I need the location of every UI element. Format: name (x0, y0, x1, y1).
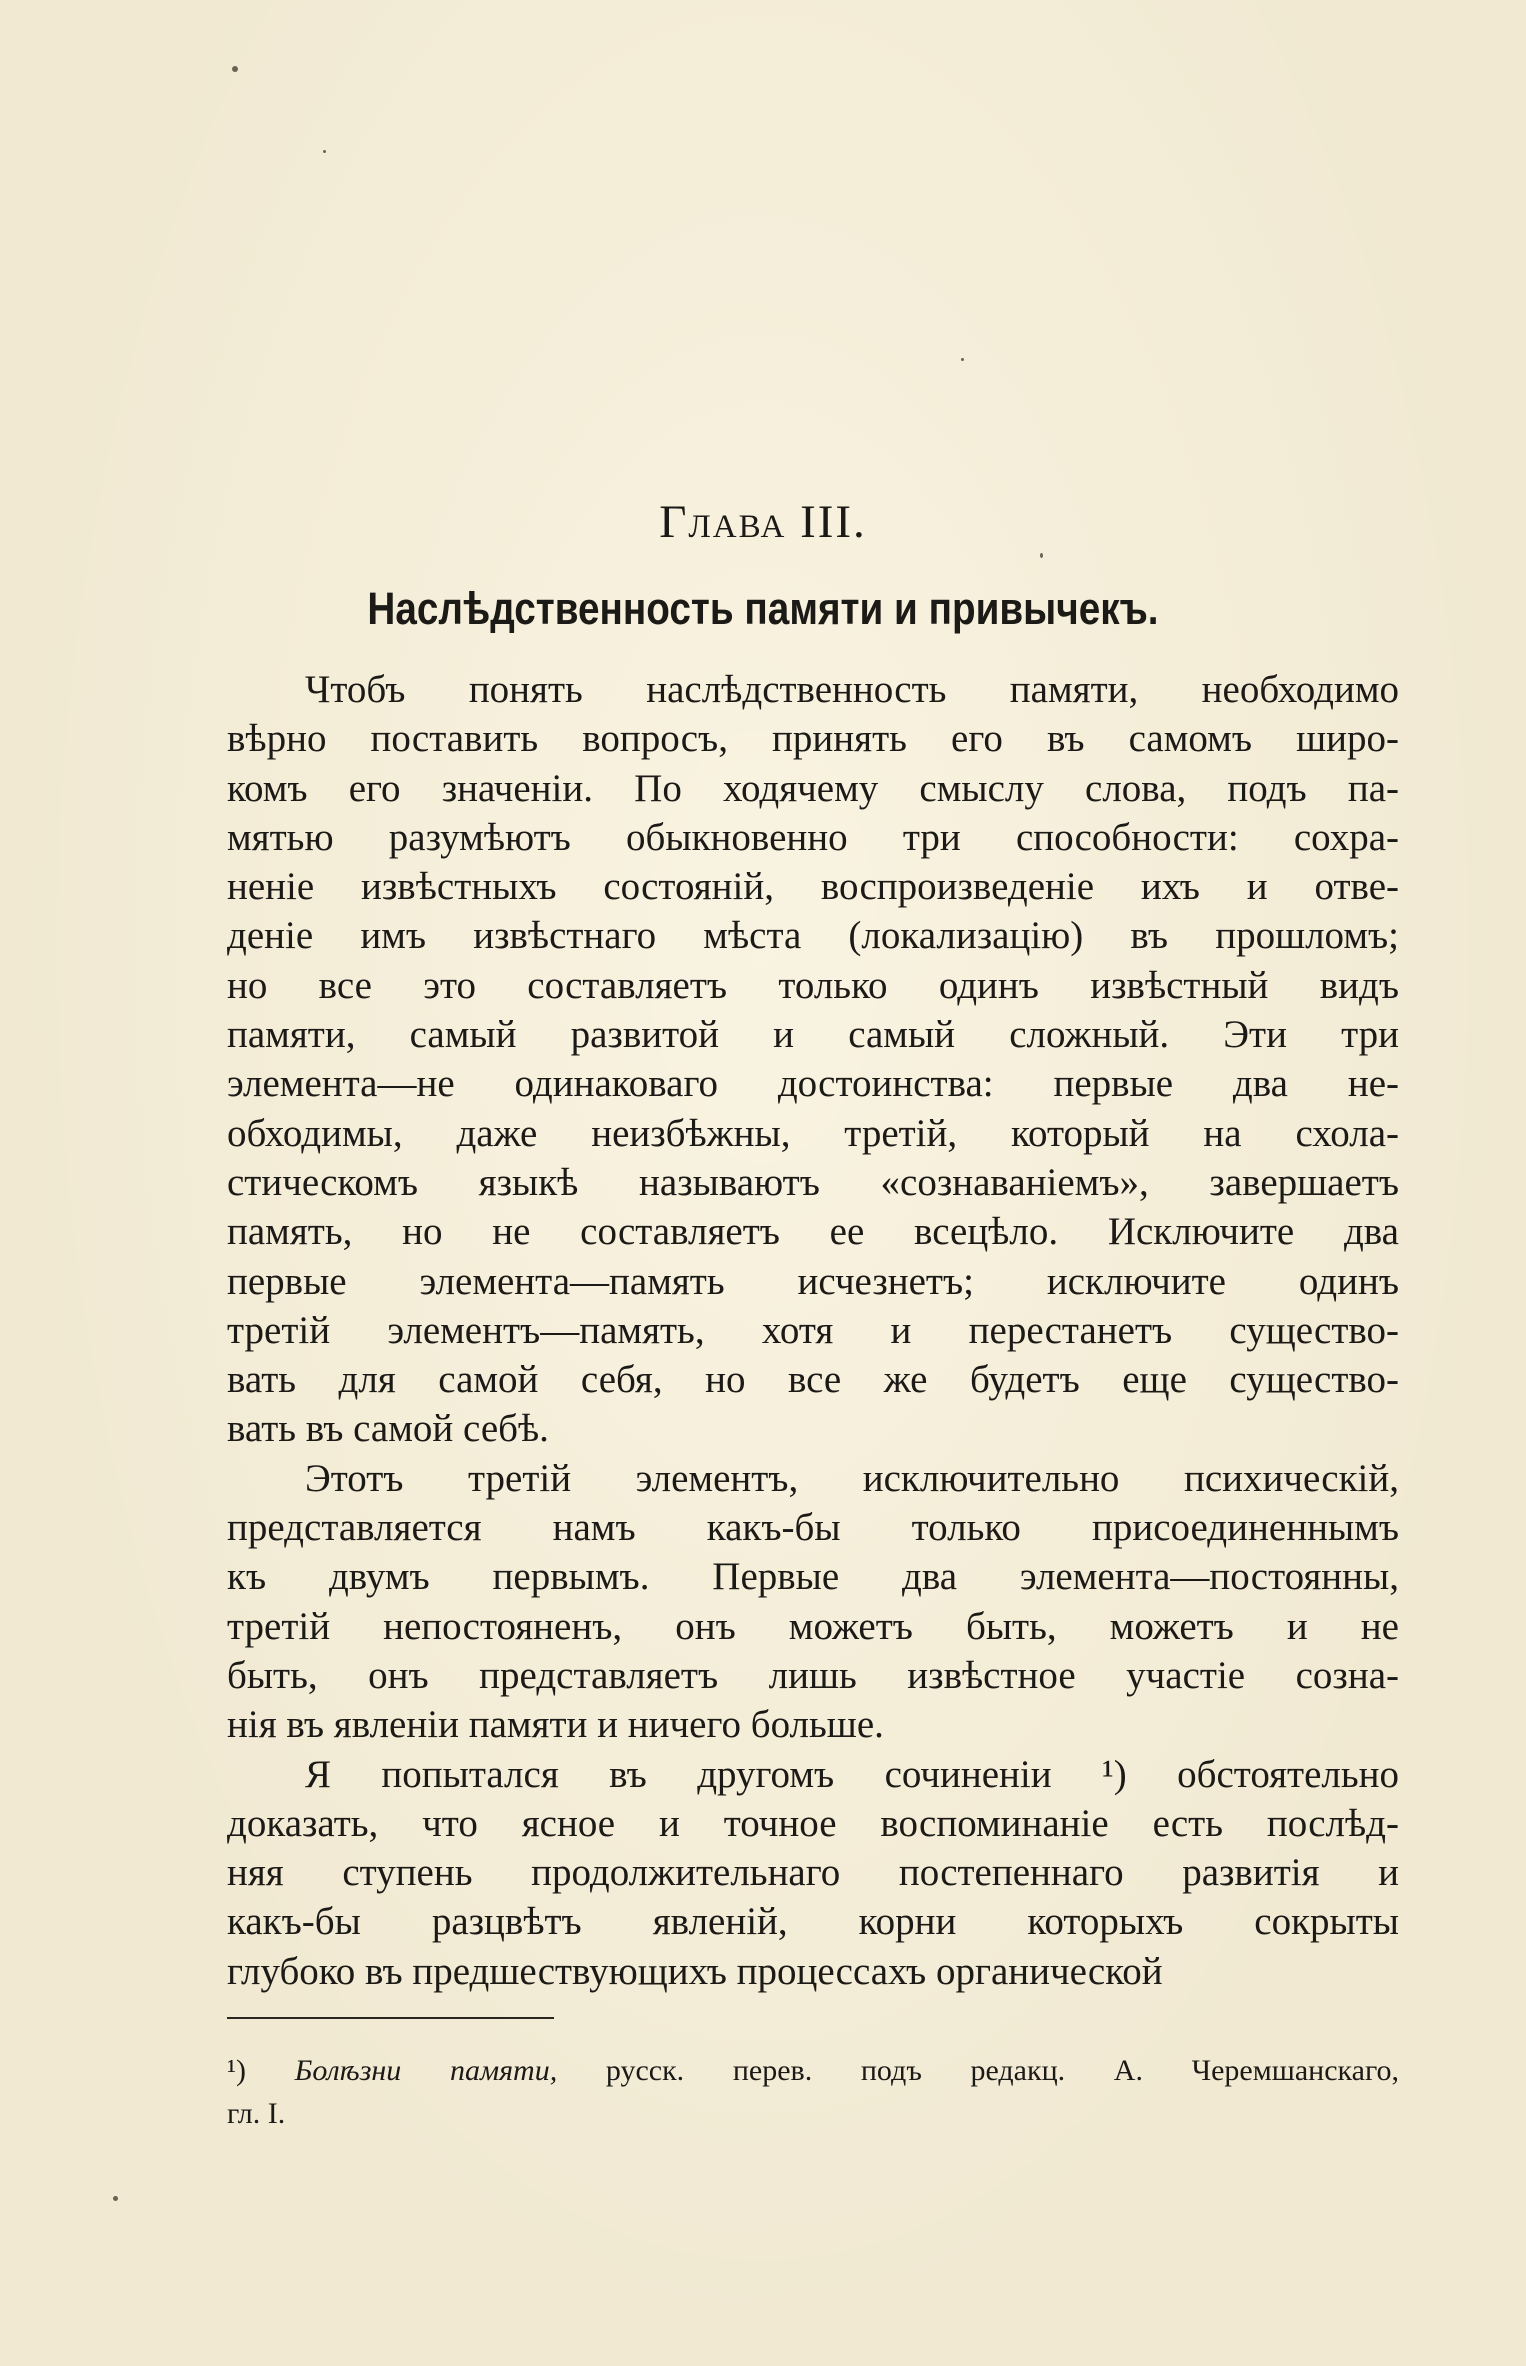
text-line: няя ступень продолжительнаго постепеннаго развитія и (227, 1851, 1399, 1895)
footnote-details: русск. перев. подъ редакц. А. Черемшанскаго, (605, 2054, 1399, 2087)
text-line: вать въ самой себѣ. (227, 1407, 549, 1451)
chapter-title: Наслѣдственность памяти и привычекъ. (367, 583, 1159, 634)
text-line: элемента—не одинаковаго достоинства: первые два не- (227, 1062, 1399, 1106)
text-line: вѣрно поставить вопросъ, принять его въ самомъ широ- (227, 717, 1399, 761)
body-text (227, 665, 1399, 1996)
text-line: третій элементъ—память, хотя и перестанетъ существо- (227, 1308, 1399, 1352)
text-line: вать для самой себя, но все же будетъ еще существо- (227, 1358, 1399, 1402)
chapter-label: Глава III. (659, 496, 867, 548)
text-line: обходимы, даже неизбѣжны, третій, который на схола- (227, 1111, 1399, 1155)
paragraph (227, 1750, 1399, 1996)
text-line: память, но не составляетъ ее всецѣло. Исключите два (227, 1210, 1399, 1254)
text-line: неніе извѣстныхъ состояній, воспроизведеніе ихъ и отве- (227, 865, 1399, 909)
footnote-marker: ¹) (227, 2054, 246, 2087)
text-line: комъ его значеніи. По ходячему смыслу слова, подъ па- (227, 766, 1399, 810)
text-line: стическомъ языкѣ называютъ «сознаваніемъ», завершаетъ (227, 1160, 1399, 1204)
text-line: но все это составляетъ только одинъ извѣстный видъ (227, 963, 1399, 1007)
footnote-line: гл. I. (227, 2097, 286, 2130)
footnote (227, 2049, 1399, 2135)
paragraph (227, 665, 1399, 1454)
print-speck (961, 358, 964, 361)
text-line: мятью разумѣютъ обыкновенно три способности: сохра- (227, 815, 1399, 859)
text-line: представляется намъ какъ-бы только присоединеннымъ (227, 1506, 1399, 1550)
footnote-line (227, 2049, 1399, 2092)
text-line: глубоко въ предшествующихъ процессахъ органической (227, 1949, 1163, 1993)
text-line: памяти, самый развитой и самый сложный. Эти три (227, 1013, 1399, 1057)
text-line: первые элемента—память исчезнетъ; исключите одинъ (227, 1259, 1399, 1303)
text-line: къ двумъ первымъ. Первые два элемента—постоянны, (227, 1555, 1399, 1599)
footnote-book-title: Болѣзни памяти, (294, 2054, 558, 2087)
paragraph (227, 1454, 1399, 1750)
text-line: третій непостояненъ, онъ можетъ быть, можетъ и не (227, 1604, 1399, 1648)
text-line: деніе имъ извѣстнаго мѣста (локализацію) въ прошломъ; (227, 914, 1399, 958)
text-line: быть, онъ представляетъ лишь извѣстное участіе созна- (227, 1653, 1399, 1697)
text-line: какъ-бы разцвѣтъ явленій, корни которыхъ сокрыты (227, 1900, 1399, 1944)
print-speck (323, 150, 326, 153)
text-line: Я попытался въ другомъ сочиненіи ¹) обстоятельно (305, 1752, 1399, 1796)
print-speck (232, 66, 238, 72)
text-line: Этотъ третій элементъ, исключительно психическій, (305, 1456, 1399, 1500)
footnote-divider (227, 2017, 554, 2019)
print-speck (113, 2196, 118, 2201)
print-speck (1040, 553, 1043, 558)
text-line: доказать, что ясное и точное воспоминаніе есть послѣд- (227, 1801, 1399, 1845)
text-line: нія въ явленіи памяти и ничего больше. (227, 1703, 884, 1747)
text-line: Чтобъ понять наслѣдственность памяти, необходимо (305, 668, 1399, 711)
